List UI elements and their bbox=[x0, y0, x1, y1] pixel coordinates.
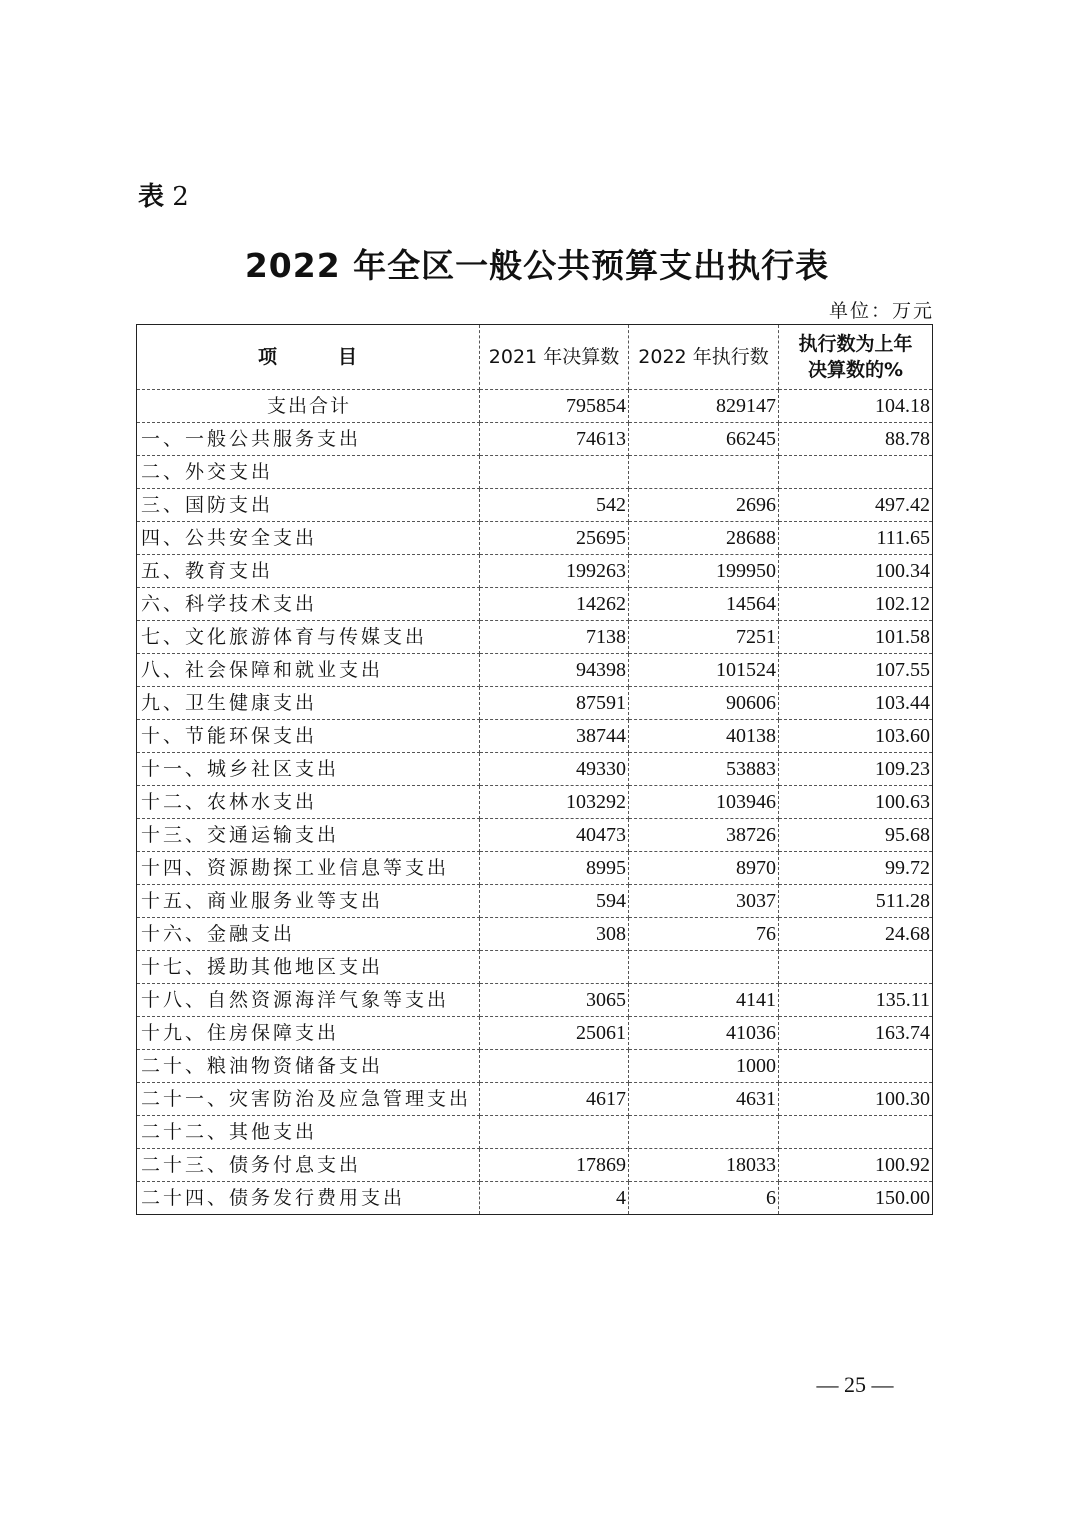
table-row bbox=[137, 984, 933, 1017]
row-percent: 109.23 bbox=[779, 753, 933, 786]
row-name: 十八、自然资源海洋气象等支出 bbox=[137, 984, 480, 1017]
row-2022-executed: 66245 bbox=[629, 423, 779, 456]
row-percent: 511.28 bbox=[779, 885, 933, 918]
row-2021-final bbox=[480, 1116, 629, 1149]
table-row bbox=[137, 522, 933, 555]
row-2021-final: 38744 bbox=[480, 720, 629, 753]
row-2021-final: 49330 bbox=[480, 753, 629, 786]
row-2021-final: 25695 bbox=[480, 522, 629, 555]
row-percent bbox=[779, 456, 933, 489]
row-2022-executed: 4141 bbox=[629, 984, 779, 1017]
row-2021-final: 40473 bbox=[480, 819, 629, 852]
table-row bbox=[137, 1149, 933, 1182]
table-row bbox=[137, 753, 933, 786]
table-row bbox=[137, 687, 933, 720]
header-2022-executed: 2022 年执行数 bbox=[629, 325, 779, 390]
row-2021-final: 308 bbox=[480, 918, 629, 951]
row-2021-final: 94398 bbox=[480, 654, 629, 687]
row-percent: 100.63 bbox=[779, 786, 933, 819]
row-name: 二十一、灾害防治及应急管理支出 bbox=[137, 1083, 480, 1116]
row-2021-final: 4 bbox=[480, 1182, 629, 1215]
row-percent bbox=[779, 1116, 933, 1149]
row-percent: 102.12 bbox=[779, 588, 933, 621]
row-2022-executed: 103946 bbox=[629, 786, 779, 819]
row-name: 一、一般公共服务支出 bbox=[137, 423, 480, 456]
row-name: 十五、商业服务业等支出 bbox=[137, 885, 480, 918]
row-2021-final: 74613 bbox=[480, 423, 629, 456]
page-number: — 25 — bbox=[816, 1372, 894, 1397]
row-2021-final: 103292 bbox=[480, 786, 629, 819]
row-2022-executed: 199950 bbox=[629, 555, 779, 588]
row-2021-final bbox=[480, 951, 629, 984]
row-2022-executed: 28688 bbox=[629, 522, 779, 555]
table-row bbox=[137, 489, 933, 522]
row-percent: 107.55 bbox=[779, 654, 933, 687]
row-name: 六、科学技术支出 bbox=[137, 588, 480, 621]
row-name: 七、文化旅游体育与传媒支出 bbox=[137, 621, 480, 654]
row-name: 十九、住房保障支出 bbox=[137, 1017, 480, 1050]
row-2022-executed: 90606 bbox=[629, 687, 779, 720]
row-name: 四、公共安全支出 bbox=[137, 522, 480, 555]
row-2021-final: 594 bbox=[480, 885, 629, 918]
row-percent: 100.30 bbox=[779, 1083, 933, 1116]
row-2021-final: 7138 bbox=[480, 621, 629, 654]
row-percent: 100.92 bbox=[779, 1149, 933, 1182]
row-2021-final: 4617 bbox=[480, 1083, 629, 1116]
row-percent: 101.58 bbox=[779, 621, 933, 654]
row-percent: 135.11 bbox=[779, 984, 933, 1017]
row-name: 二十四、债务发行费用支出 bbox=[137, 1182, 480, 1215]
row-percent: 95.68 bbox=[779, 819, 933, 852]
row-2022-executed bbox=[629, 456, 779, 489]
table-body bbox=[137, 390, 933, 1215]
row-percent: 497.42 bbox=[779, 489, 933, 522]
table-row bbox=[137, 390, 933, 423]
row-name: 十一、城乡社区支出 bbox=[137, 753, 480, 786]
row-2021-final: 17869 bbox=[480, 1149, 629, 1182]
row-percent: 24.68 bbox=[779, 918, 933, 951]
row-percent: 111.65 bbox=[779, 522, 933, 555]
table-row bbox=[137, 786, 933, 819]
table-row bbox=[137, 588, 933, 621]
row-2022-executed bbox=[629, 951, 779, 984]
table-row bbox=[137, 621, 933, 654]
row-percent: 103.60 bbox=[779, 720, 933, 753]
row-2022-executed: 41036 bbox=[629, 1017, 779, 1050]
row-2022-executed: 4631 bbox=[629, 1083, 779, 1116]
row-2022-executed: 14564 bbox=[629, 588, 779, 621]
row-name: 十三、交通运输支出 bbox=[137, 819, 480, 852]
table-header-row bbox=[137, 325, 933, 390]
row-name: 九、卫生健康支出 bbox=[137, 687, 480, 720]
table-label-text: 表 bbox=[138, 182, 165, 212]
row-percent bbox=[779, 1050, 933, 1083]
row-name: 二十三、债务付息支出 bbox=[137, 1149, 480, 1182]
page-title: 2022 年全区一般公共预算支出执行表 bbox=[244, 246, 830, 285]
row-2021-final: 87591 bbox=[480, 687, 629, 720]
header-item-left: 项 bbox=[257, 346, 278, 368]
row-2021-final bbox=[480, 1050, 629, 1083]
row-name: 十、节能环保支出 bbox=[137, 720, 480, 753]
row-percent: 104.18 bbox=[779, 390, 933, 423]
row-2022-executed: 7251 bbox=[629, 621, 779, 654]
row-2022-executed: 40138 bbox=[629, 720, 779, 753]
budget-table bbox=[136, 324, 933, 1215]
row-name: 五、教育支出 bbox=[137, 555, 480, 588]
row-percent: 163.74 bbox=[779, 1017, 933, 1050]
row-2021-final: 3065 bbox=[480, 984, 629, 1017]
table-row bbox=[137, 1050, 933, 1083]
header-percent-of-last-year: 执行数为上年决算数的% bbox=[779, 325, 933, 390]
table-row bbox=[137, 423, 933, 456]
row-2022-executed: 1000 bbox=[629, 1050, 779, 1083]
table-row bbox=[137, 1017, 933, 1050]
row-name: 十四、资源勘探工业信息等支出 bbox=[137, 852, 480, 885]
row-name: 三、国防支出 bbox=[137, 489, 480, 522]
row-name: 二、外交支出 bbox=[137, 456, 480, 489]
row-2021-final: 795854 bbox=[480, 390, 629, 423]
table-row bbox=[137, 720, 933, 753]
row-2022-executed: 18033 bbox=[629, 1149, 779, 1182]
table-row bbox=[137, 1182, 933, 1215]
row-percent: 103.44 bbox=[779, 687, 933, 720]
row-2022-executed: 2696 bbox=[629, 489, 779, 522]
table-row bbox=[137, 918, 933, 951]
row-2022-executed bbox=[629, 1116, 779, 1149]
row-percent: 150.00 bbox=[779, 1182, 933, 1215]
row-2022-executed: 829147 bbox=[629, 390, 779, 423]
row-percent: 100.34 bbox=[779, 555, 933, 588]
table-row bbox=[137, 852, 933, 885]
row-2022-executed: 8970 bbox=[629, 852, 779, 885]
row-2021-final: 25061 bbox=[480, 1017, 629, 1050]
row-percent: 99.72 bbox=[779, 852, 933, 885]
row-name: 八、社会保障和就业支出 bbox=[137, 654, 480, 687]
row-2022-executed: 76 bbox=[629, 918, 779, 951]
table-row bbox=[137, 819, 933, 852]
table-row bbox=[137, 1116, 933, 1149]
row-2022-executed: 38726 bbox=[629, 819, 779, 852]
table-row bbox=[137, 885, 933, 918]
header-item bbox=[137, 325, 480, 390]
row-name: 十六、金融支出 bbox=[137, 918, 480, 951]
table-row bbox=[137, 555, 933, 588]
row-percent: 88.78 bbox=[779, 423, 933, 456]
row-name: 支出合计 bbox=[137, 390, 480, 423]
table-row bbox=[137, 1083, 933, 1116]
row-name: 二十、粮油物资储备支出 bbox=[137, 1050, 480, 1083]
table-label-number: 2 bbox=[172, 182, 189, 212]
row-name: 十二、农林水支出 bbox=[137, 786, 480, 819]
table-row bbox=[137, 654, 933, 687]
row-2022-executed: 101524 bbox=[629, 654, 779, 687]
row-2021-final: 542 bbox=[480, 489, 629, 522]
row-2021-final bbox=[480, 456, 629, 489]
row-2021-final: 14262 bbox=[480, 588, 629, 621]
table-label bbox=[138, 176, 189, 213]
row-2022-executed: 3037 bbox=[629, 885, 779, 918]
unit-label: 单位：万元 bbox=[828, 300, 934, 322]
header-2021-final: 2021 年决算数 bbox=[480, 325, 629, 390]
header-item-right: 目 bbox=[338, 346, 359, 368]
table-row bbox=[137, 951, 933, 984]
row-name: 二十二、其他支出 bbox=[137, 1116, 480, 1149]
row-2022-executed: 53883 bbox=[629, 753, 779, 786]
row-name: 十七、援助其他地区支出 bbox=[137, 951, 480, 984]
row-2022-executed: 6 bbox=[629, 1182, 779, 1215]
row-percent bbox=[779, 951, 933, 984]
row-2021-final: 199263 bbox=[480, 555, 629, 588]
row-2021-final: 8995 bbox=[480, 852, 629, 885]
table-row bbox=[137, 456, 933, 489]
